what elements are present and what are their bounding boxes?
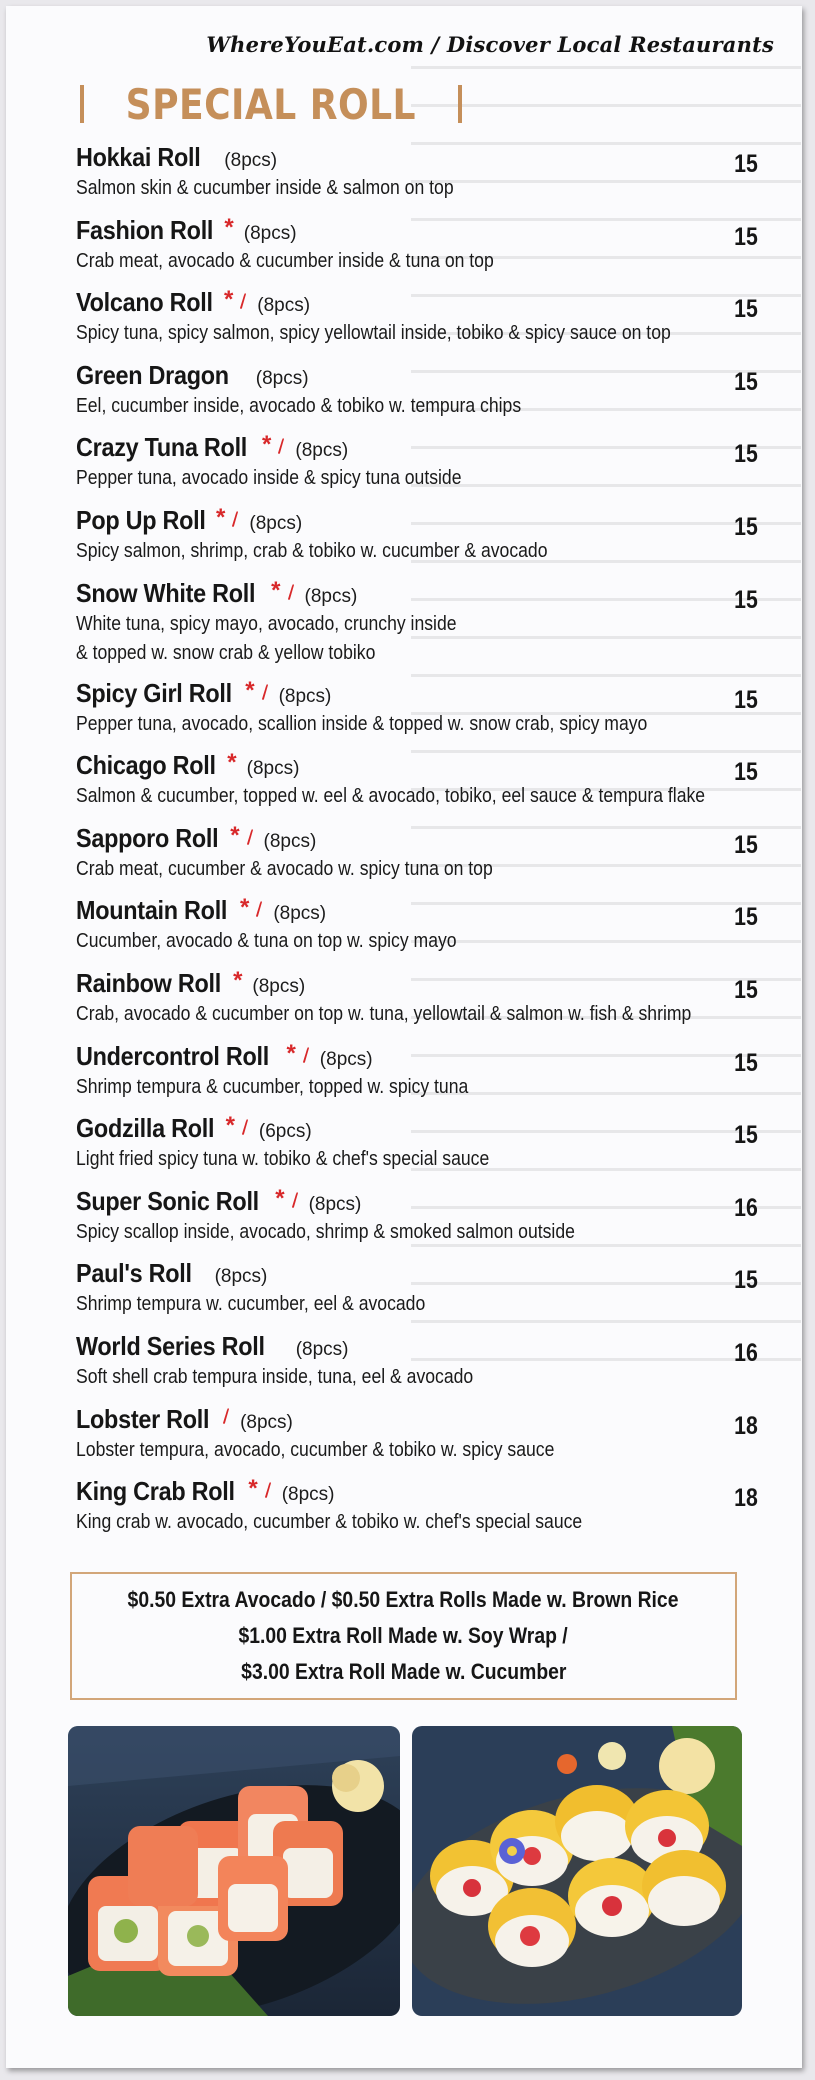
item-name: Snow White Roll — [76, 577, 256, 608]
item-name-line — [76, 1476, 746, 1507]
item-name: Pop Up Roll — [76, 504, 206, 535]
item-price: 15 — [734, 830, 758, 859]
item-description: Salmon & cucumber, topped w. eel & avocado, tobiko, eel sauce & tempura flake — [76, 785, 706, 808]
item-pieces: (8pcs) — [278, 685, 332, 707]
item-name-line — [76, 678, 746, 709]
item-description: Crab meat, cucumber & avocado w. spicy tuna on top — [76, 857, 493, 880]
menu-item-4 — [76, 359, 758, 433]
item-marks — [271, 1184, 298, 1215]
item-pieces: (8pcs) — [246, 758, 300, 780]
item-price: 15 — [734, 685, 758, 714]
item-description: Soft shell crab tempura inside, tuna, eel & avocado — [76, 1365, 474, 1388]
chili-pepper-icon — [255, 900, 263, 918]
menu-item-1 — [76, 142, 758, 215]
item-name: Chicago Roll — [76, 750, 216, 781]
extras-box — [70, 1572, 737, 1700]
menu-item-2 — [76, 213, 758, 288]
item-marks — [236, 894, 263, 924]
chili-pepper-icon — [291, 1191, 299, 1209]
star-icon: * — [286, 1039, 296, 1067]
menu-item-6 — [76, 503, 758, 578]
mango-roll-photo — [412, 1726, 742, 2016]
menu-item-10 — [76, 821, 758, 896]
item-description: Eel, cucumber inside, avocado & tobiko w. tempura chips — [76, 394, 522, 417]
menu-item-16 — [76, 1258, 758, 1331]
item-description: Spicy scallop inside, avocado, shrimp & smoked salmon outside — [76, 1220, 575, 1243]
chili-pepper-icon — [277, 437, 285, 455]
star-icon: * — [233, 966, 243, 994]
item-marks — [223, 749, 237, 779]
menu-item-18 — [76, 1403, 758, 1477]
item-price: 15 — [734, 367, 758, 396]
item-name-line — [76, 215, 746, 246]
star-icon: * — [275, 1184, 285, 1212]
star-icon: * — [248, 1475, 258, 1503]
item-description: Light fried spicy tuna w. tobiko & chef's special sauce — [76, 1148, 490, 1171]
item-description: Spicy tuna, spicy salmon, spicy yellowtail inside, tobiko & spicy sauce on top — [76, 322, 671, 345]
star-icon: * — [223, 286, 234, 314]
item-marks — [212, 503, 239, 534]
menu-item-14 — [76, 1112, 758, 1186]
section-heading — [80, 76, 462, 132]
chili-pepper-icon — [222, 1407, 230, 1425]
menu-item-17 — [76, 1330, 758, 1404]
star-icon: * — [262, 431, 272, 459]
item-description: Shrimp tempura & cucumber, topped w. spicy tuna — [76, 1075, 469, 1098]
item-price: 15 — [734, 1266, 758, 1295]
item-description: Lobster tempura, avocado, cucumber & tobiko w. spicy sauce — [76, 1438, 555, 1461]
item-pieces: (8pcs) — [319, 1048, 373, 1070]
item-name: Mountain Roll — [76, 895, 228, 926]
item-name: Godzilla Roll — [76, 1113, 215, 1144]
item-name-line — [76, 432, 746, 463]
item-description-line-2: & topped w. snow crab & yellow tobiko — [76, 641, 376, 664]
item-pieces: (8pcs) — [214, 1266, 268, 1288]
item-price: 15 — [734, 585, 758, 614]
item-marks — [226, 821, 253, 852]
menu-item-13 — [76, 1039, 758, 1114]
item-marks — [220, 286, 247, 316]
item-pieces: (8pcs) — [255, 367, 309, 389]
section-title: SPECIAL ROLL — [125, 79, 417, 129]
item-name: World Series Roll — [76, 1330, 265, 1361]
menu-page — [6, 6, 802, 2068]
item-name-line — [76, 360, 746, 391]
menu-item-list — [76, 142, 758, 1549]
item-name-line — [76, 1258, 746, 1289]
item-pieces: (8pcs) — [249, 512, 303, 534]
extras-line-2: $1.00 Extra Roll Made w. Soy Wrap / — [238, 1623, 569, 1648]
item-description: Pepper tuna, avocado, scallion inside & topped w. snow crab, spicy mayo — [76, 712, 648, 735]
item-name: King Crab Roll — [76, 1476, 235, 1507]
star-icon: * — [224, 213, 234, 241]
item-price: 16 — [734, 1338, 758, 1367]
item-price: 18 — [734, 1411, 758, 1440]
heading-bar-right — [458, 85, 462, 123]
item-name-line — [76, 1113, 746, 1144]
item-name-line — [76, 1041, 746, 1072]
star-icon: * — [271, 576, 281, 604]
chili-pepper-icon — [239, 292, 247, 310]
item-description: White tuna, spicy mayo, avocado, crunchy inside — [76, 612, 457, 635]
chili-pepper-icon — [261, 683, 269, 701]
item-name: Crazy Tuna Roll — [76, 432, 248, 463]
item-pieces: (8pcs) — [257, 295, 311, 317]
item-name-line — [76, 142, 746, 173]
item-name-line — [76, 823, 746, 854]
salmon-roll-photo — [68, 1726, 400, 2016]
star-icon: * — [230, 821, 240, 849]
item-description: King crab w. avocado, cucumber & tobiko w. chef's special sauce — [76, 1511, 583, 1534]
item-marks — [267, 576, 294, 607]
item-marks — [229, 966, 243, 997]
item-name-line — [76, 578, 746, 609]
item-name: Undercontrol Roll — [76, 1040, 270, 1071]
item-price: 15 — [734, 975, 758, 1004]
star-icon: * — [245, 676, 255, 704]
item-name-line — [76, 505, 746, 536]
item-name-line — [76, 1331, 746, 1362]
heading-bar-left — [80, 85, 84, 123]
item-name: Rainbow Roll — [76, 967, 221, 998]
item-marks — [244, 1475, 271, 1505]
watermark: WhereYouEat.com / Discover Local Restaurants — [206, 32, 774, 57]
item-description: Crab meat, avocado & cucumber inside & tuna on top — [76, 249, 494, 272]
item-description: Crab, avocado & cucumber on top w. tuna, yellowtail & salmon w. fish & shrimp — [76, 1002, 692, 1025]
item-price: 15 — [734, 150, 758, 178]
chili-pepper-icon — [231, 510, 239, 528]
item-name: Hokkai Roll — [76, 142, 201, 172]
item-name: Lobster Roll — [76, 1403, 210, 1434]
star-icon: * — [239, 894, 250, 922]
item-price: 15 — [734, 512, 758, 541]
item-description: Salmon skin & cucumber inside & salmon on top — [76, 177, 454, 199]
item-price: 15 — [734, 1048, 758, 1077]
item-price: 15 — [734, 1121, 758, 1150]
item-pieces: (6pcs) — [258, 1121, 312, 1143]
item-price: 16 — [734, 1193, 758, 1222]
item-name: Paul's Roll — [76, 1258, 192, 1289]
item-name: Spicy Girl Roll — [76, 677, 232, 708]
item-name: Super Sonic Roll — [76, 1185, 259, 1216]
item-name-line — [76, 750, 746, 781]
item-name-line — [76, 1186, 746, 1217]
extras-line-1: $0.50 Extra Avocado / $0.50 Extra Rolls Made w. Brown Rice — [128, 1587, 679, 1612]
item-price: 15 — [734, 295, 758, 324]
menu-item-19 — [76, 1475, 758, 1549]
chili-pepper-icon — [287, 583, 295, 601]
item-pieces: (8pcs) — [295, 1338, 349, 1360]
menu-item-15 — [76, 1184, 758, 1259]
item-marks — [216, 1410, 230, 1428]
item-pieces: (8pcs) — [263, 830, 317, 852]
item-name: Sapporo Roll — [76, 822, 219, 853]
item-price: 15 — [734, 222, 758, 251]
item-description: Cucumber, avocado & tuna on top w. spicy mayo — [76, 930, 457, 953]
item-name: Volcano Roll — [76, 287, 213, 318]
item-name: Green Dragon — [76, 359, 229, 390]
item-pieces: (8pcs) — [295, 440, 349, 462]
star-icon: * — [216, 503, 226, 531]
item-marks — [222, 1112, 249, 1142]
item-marks — [220, 213, 234, 244]
item-pieces: (8pcs) — [273, 903, 327, 925]
item-pieces: (8pcs) — [308, 1193, 362, 1215]
star-icon: * — [227, 749, 237, 777]
item-pieces: (8pcs) — [224, 150, 278, 171]
item-pieces: (8pcs) — [243, 222, 297, 244]
item-price: 15 — [734, 758, 758, 787]
menu-item-11 — [76, 894, 758, 968]
item-price: 18 — [734, 1484, 758, 1513]
item-pieces: (8pcs) — [240, 1411, 293, 1433]
chili-pepper-icon — [302, 1046, 310, 1064]
item-description: Spicy salmon, shrimp, crab & tobiko w. cucumber & avocado — [76, 539, 548, 562]
extras-line-3: $3.00 Extra Roll Made w. Cucumber — [240, 1659, 567, 1684]
menu-item-8 — [76, 676, 758, 751]
menu-item-9 — [76, 749, 758, 823]
item-description: Shrimp tempura w. cucumber, eel & avocado — [76, 1293, 426, 1316]
item-description: Pepper tuna, avocado inside & spicy tuna outside — [76, 467, 462, 490]
item-name: Fashion Roll — [76, 214, 214, 245]
item-marks — [258, 431, 285, 461]
menu-item-3 — [76, 286, 758, 360]
item-marks — [282, 1039, 309, 1070]
item-pieces: (8pcs) — [252, 975, 306, 997]
item-pieces: (8pcs) — [304, 585, 358, 607]
menu-item-12 — [76, 966, 758, 1041]
item-name-line — [76, 1404, 746, 1435]
item-name-line — [76, 287, 746, 318]
item-name-line — [76, 968, 746, 999]
chili-pepper-icon — [246, 828, 254, 846]
item-price: 15 — [734, 903, 758, 932]
item-pieces: (8pcs) — [281, 1484, 335, 1506]
item-marks — [241, 676, 268, 707]
menu-item-7 — [76, 576, 758, 678]
item-name-line — [76, 895, 746, 926]
chili-pepper-icon — [241, 1118, 249, 1136]
menu-item-5 — [76, 431, 758, 505]
item-price: 15 — [734, 440, 758, 469]
star-icon: * — [225, 1112, 235, 1140]
chili-pepper-icon — [264, 1481, 272, 1499]
